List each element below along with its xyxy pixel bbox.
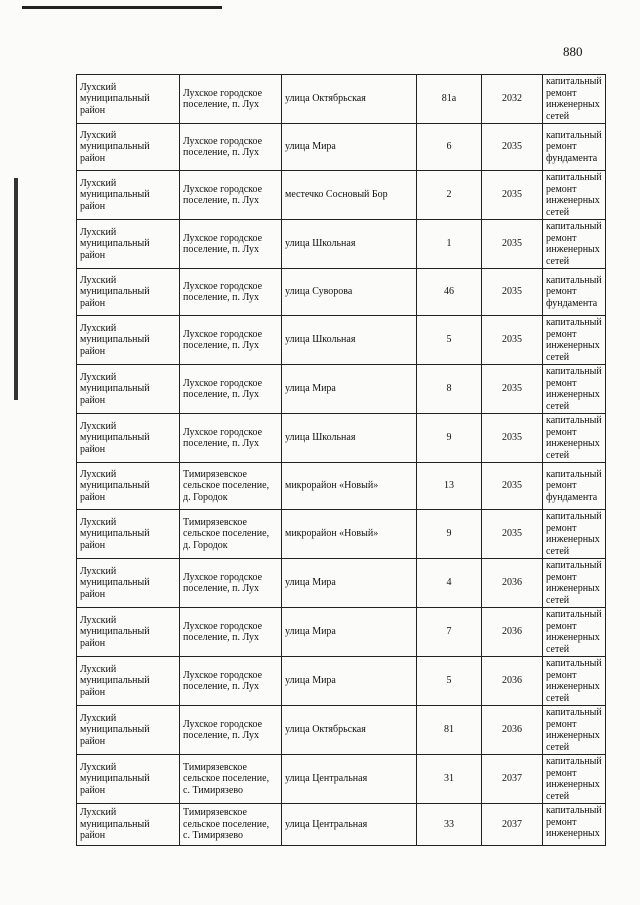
year-cell: 2036 — [482, 657, 543, 706]
year-cell: 2035 — [482, 220, 543, 269]
district-cell: Лухский муниципальный район — [77, 269, 180, 316]
street-cell: улица Мира — [282, 559, 417, 608]
year-cell: 2037 — [482, 755, 543, 804]
settlement-cell: Тимирязевское сельское поселение, с. Тимирязево — [180, 755, 282, 804]
year-cell: 2035 — [482, 414, 543, 463]
year-cell: 2036 — [482, 706, 543, 755]
street-cell: улица Центральная — [282, 755, 417, 804]
table-row — [77, 75, 606, 124]
page-number: 880 — [563, 44, 583, 59]
house-number-cell: 13 — [417, 463, 482, 510]
table-row — [77, 124, 606, 171]
year-cell: 2035 — [482, 124, 543, 171]
year-cell: 2036 — [482, 608, 543, 657]
district-cell: Лухский муниципальный район — [77, 171, 180, 220]
street-cell: улица Мира — [282, 124, 417, 171]
house-number-cell: 31 — [417, 755, 482, 804]
year-cell: 2035 — [482, 510, 543, 559]
settlement-cell: Лухское городское поселение, п. Лух — [180, 75, 282, 124]
street-cell: улица Мира — [282, 365, 417, 414]
street-cell: улица Школьная — [282, 316, 417, 365]
street-cell: улица Школьная — [282, 414, 417, 463]
table-row — [77, 171, 606, 220]
table-body — [77, 75, 606, 846]
street-cell: улица Суворова — [282, 269, 417, 316]
work-type-cell: капитальный ремонт инженерных сетей — [543, 365, 606, 414]
house-number-cell: 7 — [417, 608, 482, 657]
table-row — [77, 706, 606, 755]
street-cell: улица Мира — [282, 608, 417, 657]
year-cell: 2032 — [482, 75, 543, 124]
district-cell: Лухский муниципальный район — [77, 706, 180, 755]
work-type-cell: капитальный ремонт фундамента — [543, 463, 606, 510]
street-cell: улица Школьная — [282, 220, 417, 269]
street-cell: микрорайон «Новый» — [282, 510, 417, 559]
table-row — [77, 414, 606, 463]
work-type-cell: капитальный ремонт инженерных сетей — [543, 657, 606, 706]
table-row — [77, 269, 606, 316]
table-row — [77, 657, 606, 706]
district-cell: Лухский муниципальный район — [77, 414, 180, 463]
house-number-cell: 5 — [417, 657, 482, 706]
street-cell: улица Центральная — [282, 804, 417, 846]
district-cell: Лухский муниципальный район — [77, 124, 180, 171]
settlement-cell: Лухское городское поселение, п. Лух — [180, 220, 282, 269]
district-cell: Лухский муниципальный район — [77, 559, 180, 608]
year-cell: 2036 — [482, 559, 543, 608]
work-type-cell: капитальный ремонт инженерных — [543, 804, 606, 846]
table-row — [77, 463, 606, 510]
house-number-cell: 6 — [417, 124, 482, 171]
work-type-cell: капитальный ремонт инженерных сетей — [543, 559, 606, 608]
table-row — [77, 559, 606, 608]
table-row — [77, 316, 606, 365]
settlement-cell: Лухское городское поселение, п. Лух — [180, 559, 282, 608]
work-type-cell: капитальный ремонт инженерных сетей — [543, 608, 606, 657]
margin-scan-mark — [14, 178, 18, 400]
settlement-cell: Лухское городское поселение, п. Лух — [180, 269, 282, 316]
year-cell: 2035 — [482, 316, 543, 365]
district-cell: Лухский муниципальный район — [77, 220, 180, 269]
settlement-cell: Тимирязевское сельское поселение, с. Тимирязево — [180, 804, 282, 846]
district-cell: Лухский муниципальный район — [77, 316, 180, 365]
street-cell: улица Октябрьская — [282, 75, 417, 124]
work-type-cell: капитальный ремонт инженерных сетей — [543, 171, 606, 220]
house-number-cell: 9 — [417, 510, 482, 559]
house-number-cell: 81а — [417, 75, 482, 124]
settlement-cell: Лухское городское поселение, п. Лух — [180, 706, 282, 755]
year-cell: 2035 — [482, 463, 543, 510]
house-number-cell: 81 — [417, 706, 482, 755]
street-cell: местечко Сосновый Бор — [282, 171, 417, 220]
house-number-cell: 46 — [417, 269, 482, 316]
work-type-cell: капитальный ремонт инженерных сетей — [543, 706, 606, 755]
top-edge-line — [22, 6, 222, 9]
street-cell: микрорайон «Новый» — [282, 463, 417, 510]
table-row — [77, 804, 606, 846]
table-row — [77, 365, 606, 414]
district-cell: Лухский муниципальный район — [77, 804, 180, 846]
house-number-cell: 5 — [417, 316, 482, 365]
district-cell: Лухский муниципальный район — [77, 608, 180, 657]
house-number-cell: 4 — [417, 559, 482, 608]
settlement-cell: Лухское городское поселение, п. Лух — [180, 365, 282, 414]
table-row — [77, 608, 606, 657]
work-type-cell: капитальный ремонт инженерных сетей — [543, 316, 606, 365]
house-number-cell: 1 — [417, 220, 482, 269]
settlement-cell: Лухское городское поселение, п. Лух — [180, 608, 282, 657]
settlement-cell: Лухское городское поселение, п. Лух — [180, 124, 282, 171]
district-cell: Лухский муниципальный район — [77, 463, 180, 510]
district-cell: Лухский муниципальный район — [77, 510, 180, 559]
street-cell: улица Октябрьская — [282, 706, 417, 755]
year-cell: 2035 — [482, 269, 543, 316]
settlement-cell: Лухское городское поселение, п. Лух — [180, 316, 282, 365]
settlement-cell: Тимирязевское сельское поселение, д. Городок — [180, 510, 282, 559]
street-cell: улица Мира — [282, 657, 417, 706]
settlement-cell: Лухское городское поселение, п. Лух — [180, 657, 282, 706]
table-row — [77, 220, 606, 269]
work-type-cell: капитальный ремонт фундамента — [543, 269, 606, 316]
house-number-cell: 33 — [417, 804, 482, 846]
table-row — [77, 510, 606, 559]
year-cell: 2035 — [482, 171, 543, 220]
year-cell: 2037 — [482, 804, 543, 846]
work-type-cell: капитальный ремонт инженерных сетей — [543, 755, 606, 804]
year-cell: 2035 — [482, 365, 543, 414]
work-type-cell: капитальный ремонт инженерных сетей — [543, 510, 606, 559]
work-type-cell: капитальный ремонт инженерных сетей — [543, 414, 606, 463]
house-number-cell: 8 — [417, 365, 482, 414]
district-cell: Лухский муниципальный район — [77, 75, 180, 124]
work-type-cell: капитальный ремонт инженерных сетей — [543, 220, 606, 269]
settlement-cell: Лухское городское поселение, п. Лух — [180, 171, 282, 220]
house-number-cell: 9 — [417, 414, 482, 463]
work-type-cell: капитальный ремонт инженерных сетей — [543, 75, 606, 124]
settlement-cell: Лухское городское поселение, п. Лух — [180, 414, 282, 463]
district-cell: Лухский муниципальный район — [77, 365, 180, 414]
district-cell: Лухский муниципальный район — [77, 755, 180, 804]
table-row — [77, 755, 606, 804]
district-cell: Лухский муниципальный район — [77, 657, 180, 706]
housing-repair-table — [76, 74, 606, 846]
work-type-cell: капитальный ремонт фундамента — [543, 124, 606, 171]
house-number-cell: 2 — [417, 171, 482, 220]
settlement-cell: Тимирязевское сельское поселение, д. Городок — [180, 463, 282, 510]
